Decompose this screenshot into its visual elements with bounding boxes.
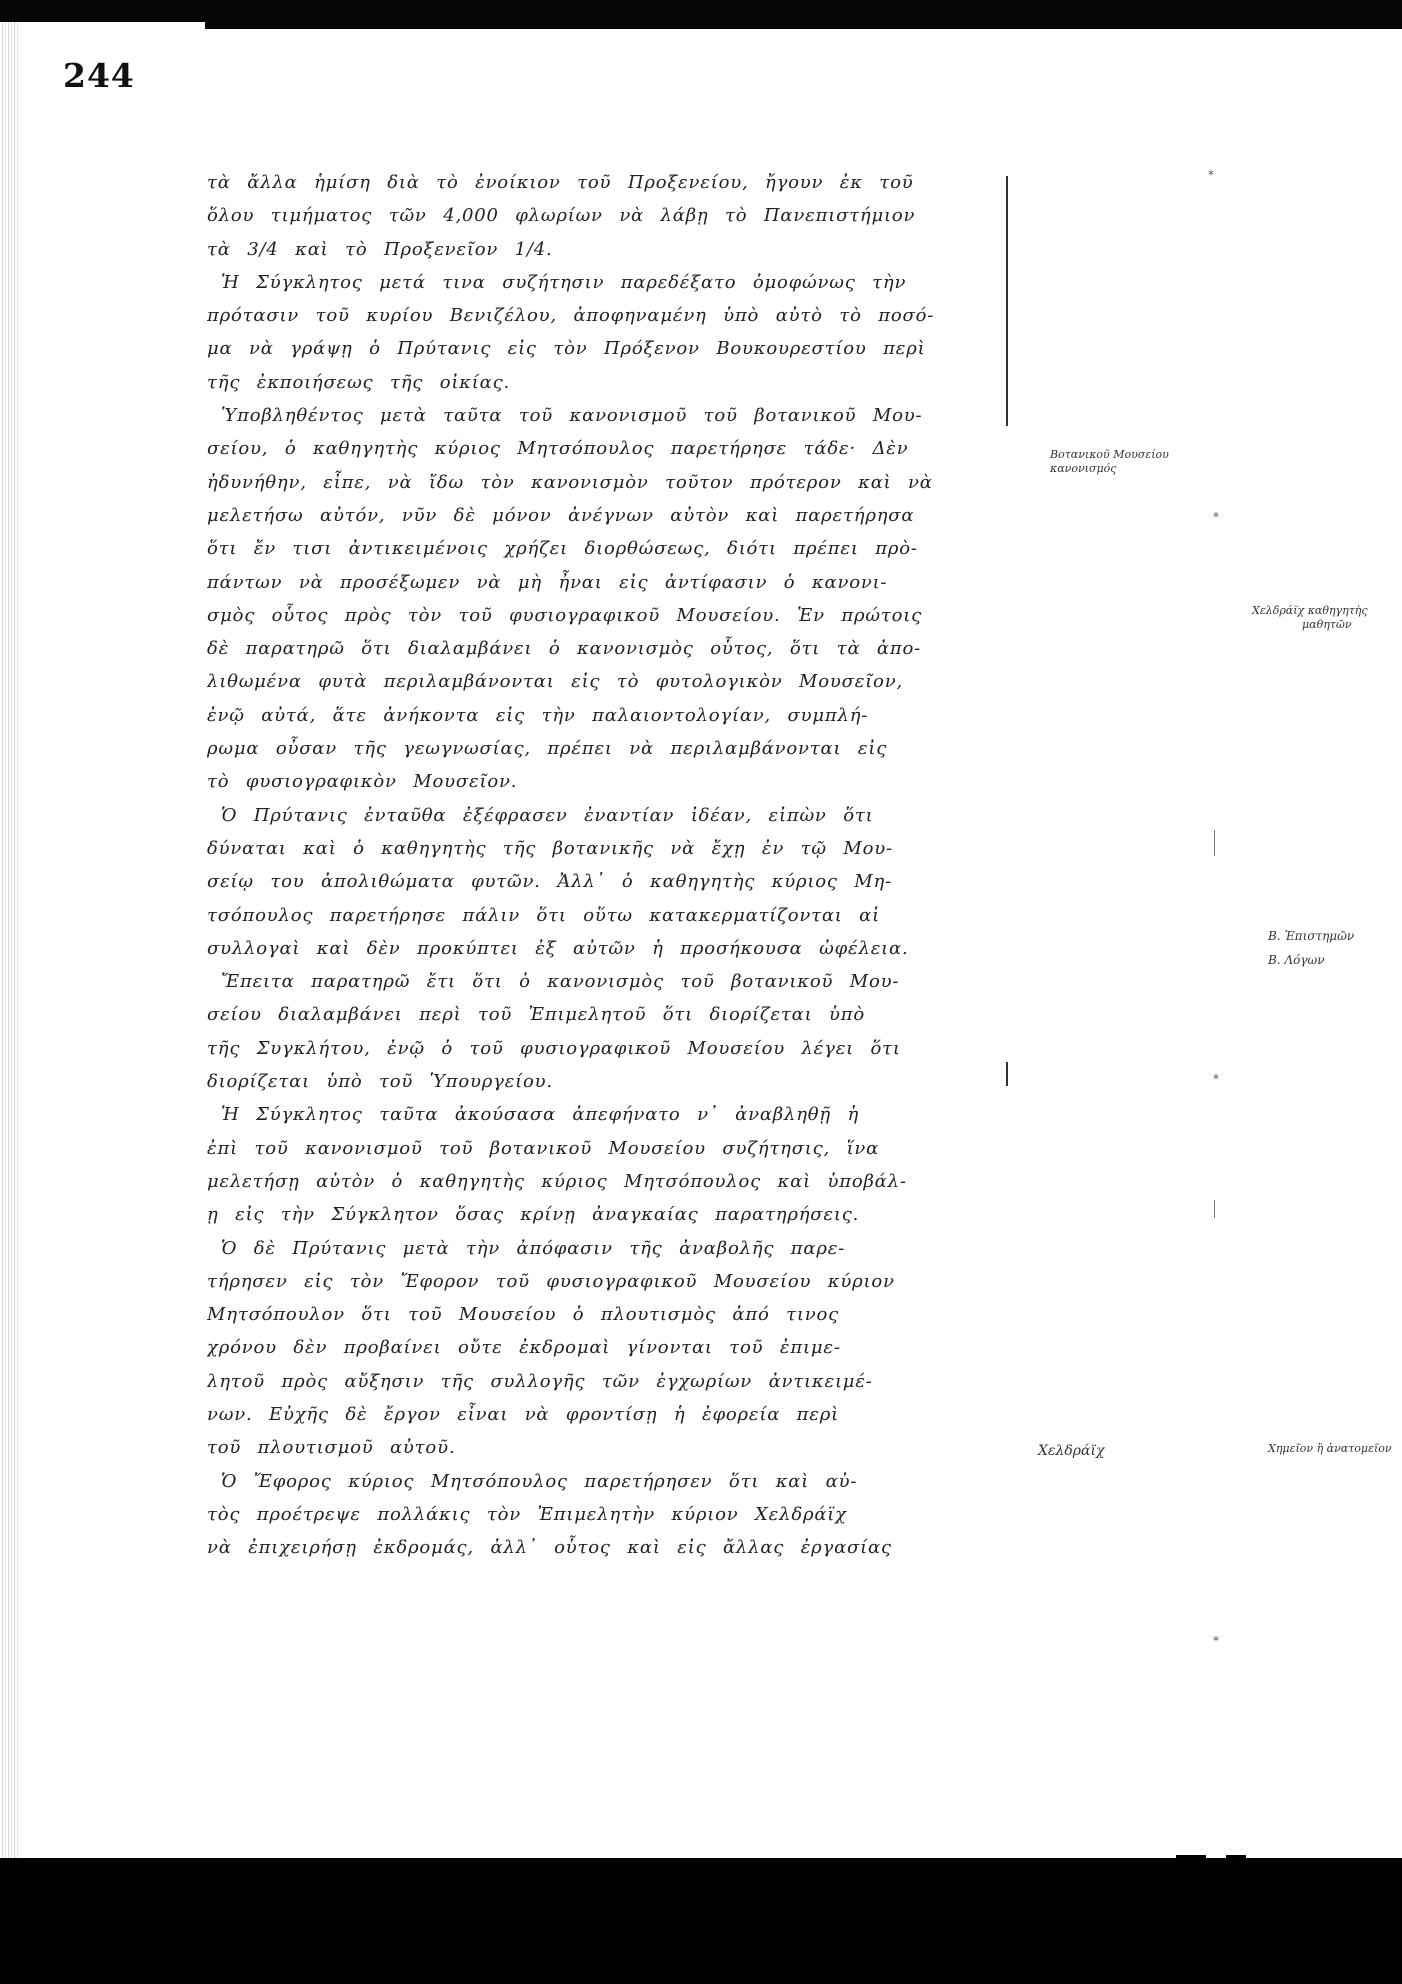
body-line: Ἔπειτα παρατηρῶ ἔτι ὅτι ὁ κανονισμὸς τοῦ βοτανικοῦ Μου-	[221, 971, 900, 993]
body-line: ὅλου τιμήματος τῶν 4,000 φλωρίων νὰ λάβῃ τὸ Πανεπιστήμιον	[207, 205, 916, 227]
margin-speck	[1214, 830, 1215, 856]
margin-speck: ⁎	[1213, 1068, 1219, 1082]
body-line: Ὁ Πρύτανις ἐνταῦθα ἐξέφρασεν ἐναντίαν ἰδέαν, εἰπὼν ὅτι	[221, 804, 874, 826]
margin-speck: ⁎	[1213, 506, 1219, 520]
body-line: Μητσόπουλον ὅτι τοῦ Μουσείου ὁ πλουτισμὸς ἀπό τινος	[207, 1304, 839, 1326]
body-line: λητοῦ πρὸς αὔξησιν τῆς συλλογῆς τῶν ἐγχωρίων ἀντικειμέ-	[207, 1370, 873, 1392]
margin-note: Βοτανικοῦ Μουσείου κανονισμός	[1050, 448, 1169, 475]
body-line: τὰ 3/4 καὶ τὸ Προξενεῖον 1/4.	[207, 238, 553, 260]
body-line: τοῦ πλουτισμοῦ αὐτοῦ.	[207, 1437, 456, 1459]
body-line: λιθωμένα φυτὰ περιλαμβάνονται εἰς τὸ φυτολογικὸν Μουσεῖον,	[207, 671, 903, 693]
body-line: τήρησεν εἰς τὸν Ἔφορον τοῦ φυσιογραφικοῦ Μουσείου κύριον	[207, 1270, 895, 1292]
top-scan-border-notch	[0, 22, 205, 40]
body-line: μα νὰ γράψῃ ὁ Πρύτανις εἰς τὸν Πρόξενον Βουκουρεστίου περὶ	[207, 338, 926, 360]
body-line: τὸ φυσιογραφικὸν Μουσεῖον.	[207, 771, 518, 793]
body-line: σείου, ὁ καθηγητὴς κύριος Μητσόπουλος παρετήρησε τάδε· Δὲν	[207, 438, 909, 460]
margin-note: Χημεῖον ἢ ἀνατομεῖον	[1268, 1442, 1392, 1455]
body-line: χρόνου δὲν προβαίνει οὔτε ἐκδρομαὶ γίνονται τοῦ ἐπιμε-	[207, 1337, 841, 1359]
body-line: σείου διαλαμβάνει περὶ τοῦ Ἐπιμελητοῦ ὅτι διορίζεται ὑπὸ	[207, 1004, 865, 1026]
margin-note: Χελδράϊχ	[1038, 1443, 1105, 1459]
binding-gutter	[0, 22, 20, 1858]
body-line: δὲ παρατηρῶ ὅτι διαλαμβάνει ὁ κανονισμὸς οὗτος, ὅτι τὰ ἀπο-	[207, 638, 922, 660]
body-line: σμὸς οὗτος πρὸς τὸν τοῦ φυσιογραφικοῦ Μουσείου. Ἐν πρώτοις	[207, 604, 923, 626]
body-line: Ἡ Σύγκλητος μετά τινα συζήτησιν παρεδέξατο ὁμοφώνως τὴν	[221, 271, 907, 293]
margin-speck: ⁎	[1208, 164, 1214, 178]
body-line: πρότασιν τοῦ κυρίου Βενιζέλου, ἀποφηναμένη ὑπὸ αὐτὸ τὸ ποσό-	[207, 305, 935, 327]
body-line: Ὑποβληθέντος μετὰ ταῦτα τοῦ κανονισμοῦ τοῦ βοτανικοῦ Μου-	[221, 405, 923, 427]
body-line: νὰ ἐπιχειρήσῃ ἐκδρομάς, ἀλλ᾽ οὗτος καὶ εἰς ἄλλας ἐργασίας	[207, 1537, 892, 1559]
margin-note: Β. Ἐπιστημῶν Β. Λόγων	[1268, 929, 1355, 967]
body-line: ἐνῷ αὐτά, ἅτε ἀνήκοντα εἰς τὴν παλαιοντολογίαν, συμπλή-	[207, 704, 869, 726]
body-line: μελετήσῃ αὐτὸν ὁ καθηγητὴς κύριος Μητσόπουλος καὶ ὑποβάλ-	[207, 1170, 907, 1192]
body-line: μελετήσω αὐτόν, νῦν δὲ μόνον ἀνέγνων αὐτὸν καὶ παρετήρησα	[207, 504, 915, 526]
margin-note: Χελδράϊχ καθηγητὴς μαθητῶν	[1252, 604, 1368, 631]
right-margin-rule	[1006, 1062, 1008, 1086]
body-line: Ὁ δὲ Πρύτανις μετὰ τὴν ἀπόφασιν τῆς ἀναβολῆς παρε-	[221, 1237, 846, 1259]
body-line: τὰ ἄλλα ἡμίση διὰ τὸ ἐνοίκιον τοῦ Προξενείου, ἤγουν ἐκ τοῦ	[207, 172, 914, 193]
body-line: ἠδυνήθην, εἶπε, νὰ ἴδω τὸν κανονισμὸν τοῦτον πρότερον καὶ νὰ	[207, 471, 933, 493]
body-line: τὸς προέτρεψε πολλάκις τὸν Ἐπιμελητὴν κύριον Χελδράϊχ	[207, 1503, 847, 1525]
body-line: πάντων νὰ προσέξωμεν νὰ μὴ ἦναι εἰς ἀντίφασιν ὁ κανονι-	[207, 571, 888, 593]
body-line: ρωμα οὖσαν τῆς γεωγνωσίας, πρέπει νὰ περιλαμβάνονται εἰς	[207, 738, 888, 760]
body-line: Ἡ Σύγκλητος ταῦτα ἀκούσασα ἀπεφήνατο ν᾽ ἀναβληθῇ ἡ	[221, 1104, 860, 1126]
body-line: τῆς Συγκλήτου, ἐνῷ ὁ τοῦ φυσιογραφικοῦ Μουσείου λέγει ὅτι	[207, 1037, 901, 1059]
body-line: τσόπουλος παρετήρησε πάλιν ὅτι οὕτω κατακερματίζονται αἱ	[207, 904, 880, 926]
right-margin-rule	[1006, 176, 1008, 426]
margin-speck	[1214, 1200, 1215, 1218]
body-line: Ὁ Ἔφορος κύριος Μητσόπουλος παρετήρησεν ὅτι καὶ αὐ-	[221, 1470, 858, 1492]
body-line: συλλογαὶ καὶ δὲν προκύπτει ἐξ αὐτῶν ἡ προσήκουσα ὠφέλεια.	[207, 937, 909, 959]
body-line: ῃ εἰς τὴν Σύγκλητον ὅσας κρίνῃ ἀναγκαίας παρατηρήσεις.	[207, 1204, 860, 1226]
body-line: τῆς ἐκποιήσεως τῆς οἰκίας.	[207, 371, 511, 393]
body-line: δύναται καὶ ὁ καθηγητὴς τῆς βοτανικῆς νὰ ἔχῃ ἐν τῷ Μου-	[207, 837, 893, 859]
top-scan-border	[0, 0, 1402, 29]
body-line: σείῳ του ἀπολιθώματα φυτῶν. Ἀλλ᾽ ὁ καθηγητὴς κύριος Μη-	[207, 871, 893, 893]
bottom-scan-border	[0, 1858, 1402, 1984]
body-line: διορίζεται ὑπὸ τοῦ Ὑπουργείου.	[207, 1071, 553, 1093]
page-number: 244	[63, 56, 135, 95]
margin-speck: ⁎	[1213, 1630, 1219, 1644]
manuscript-body	[207, 166, 1007, 1564]
body-line: νων. Εὐχῆς δὲ ἔργον εἶναι νὰ φροντίσῃ ἡ ἐφορεία περὶ	[207, 1403, 839, 1425]
body-line: ἐπὶ τοῦ κανονισμοῦ τοῦ βοτανικοῦ Μουσείου συζήτησις, ἵνα	[207, 1137, 880, 1159]
body-line: ὅτι ἔν τισι ἀντικειμένοις χρήζει διορθώσεως, διότι πρέπει πρὸ-	[207, 538, 918, 560]
